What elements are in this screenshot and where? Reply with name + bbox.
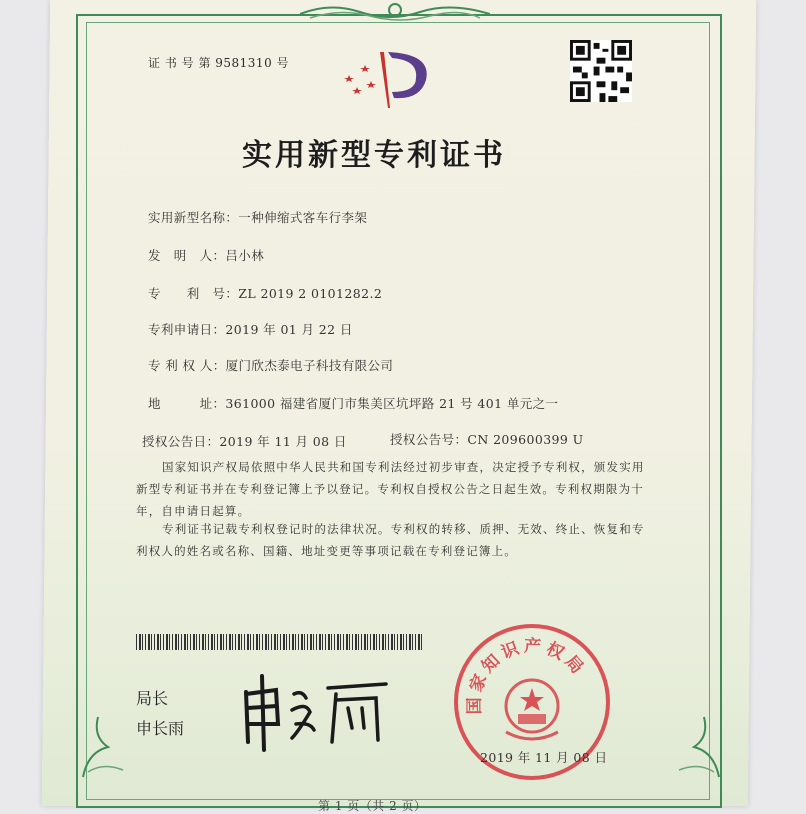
grant-number: 授权公告号：CN 209600399 U — [390, 432, 584, 447]
patentee: 专 利 权 人：厦门欣杰泰电子科技有限公司 — [148, 358, 394, 373]
seal-text: 国家知识产权局 — [464, 636, 590, 715]
ornament-top-icon — [300, 0, 490, 22]
seal-date: 2019 年 11 月 08 日 — [480, 750, 608, 765]
director-signature-icon — [236, 672, 396, 752]
utility-model-name: 实用新型名称：一种伸缩式客车行李架 — [148, 210, 368, 225]
page-footer: 第 1 页（共 2 页） — [318, 799, 427, 813]
grant-date: 授权公告日：2019 年 11 月 08 日 — [142, 434, 347, 449]
corner-ornament-icon — [78, 712, 138, 782]
certificate-title: 实用新型专利证书 — [242, 138, 506, 173]
corner-ornament-icon — [664, 712, 724, 782]
inventor: 发 明 人：吕小林 — [148, 248, 265, 263]
certificate-number: 证 书 号 第 9581310 号 — [148, 56, 290, 70]
patent-number: 专 利 号：ZL 2019 2 0101282.2 — [148, 286, 383, 301]
director-title: 局长 — [136, 689, 169, 708]
cnipa-logo-icon — [340, 44, 436, 110]
director-name: 申长雨 — [136, 719, 185, 738]
qr-code-icon — [570, 40, 632, 102]
address: 地 址：361000 福建省厦门市集美区坑坪路 21 号 401 单元之一 — [148, 396, 559, 411]
filing-date: 专利申请日：2019 年 01 月 22 日 — [148, 322, 353, 337]
legal-status-statement: 专利证书记载专利权登记时的法律状况。专利权的转移、质押、无效、终止、恢复和专利权人的姓名或名称、国籍、地址变更等事项记载在专利登记簿上。 — [136, 522, 645, 558]
grant-statement: 国家知识产权局依照中华人民共和国专利法经过初步审查，决定授予专利权，颁发实用新型专利证书并在专利登记簿上予以登记。专利权自授权公告之日起生效。专利权期限为十年，自申请日起算。 — [136, 460, 645, 518]
barcode-icon — [136, 634, 422, 650]
